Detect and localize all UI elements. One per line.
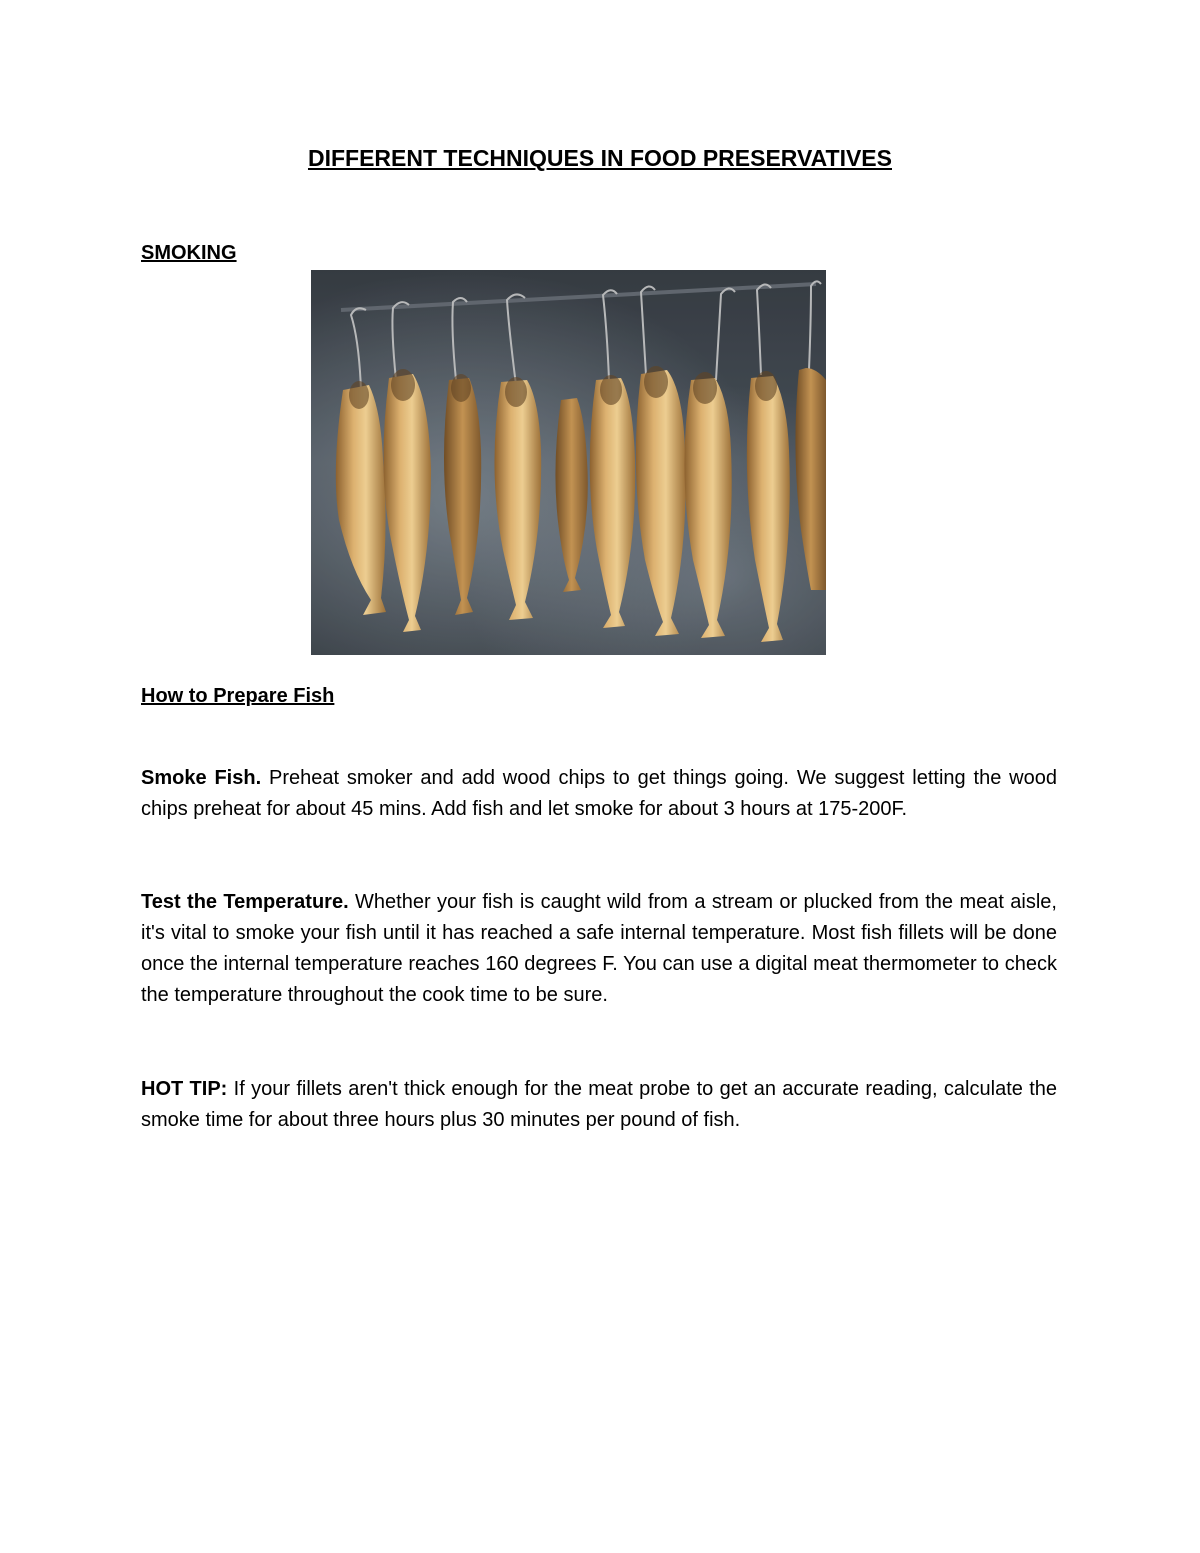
paragraph-smoke-fish (141, 763, 1057, 825)
paragraph-text: If your fillets aren't thick enough for the meat probe to get an accurate reading, calculate the smoke time for about three hours plus 30 minutes per pound of fish. (141, 1078, 1057, 1131)
paragraph-lead: Test the Temperature. (141, 891, 349, 913)
paragraph-text: Preheat smoker and add wood chips to get things going. We suggest letting the wood chips preheat for about 45 mins. Add fish and let smoke for about 3 hours at 175-200F. (141, 767, 1057, 820)
paragraph-lead: Smoke Fish. (141, 767, 262, 789)
paragraph-text: Whether your fish is caught wild from a stream or plucked from the meat aisle, it's vital to smoke your fish until it has reached a safe internal temperature. Most fish fillets will be done once the internal temperature reaches 160 degrees F. You can use a digital meat thermometer to check the temperature throughout the cook time to be sure. (141, 891, 1057, 1006)
paragraph-test-temperature (141, 887, 1057, 1011)
document-title: DIFFERENT TECHNIQUES IN FOOD PRESERVATIVES (307, 145, 892, 171)
paragraph-lead: HOT TIP: (141, 1078, 228, 1100)
paragraph-hot-tip (141, 1074, 1057, 1136)
subheading-how-to-prepare-fish: How to Prepare Fish (141, 685, 335, 707)
section-heading-smoking: SMOKING (141, 242, 237, 264)
smoked-fish-photo (311, 270, 826, 655)
